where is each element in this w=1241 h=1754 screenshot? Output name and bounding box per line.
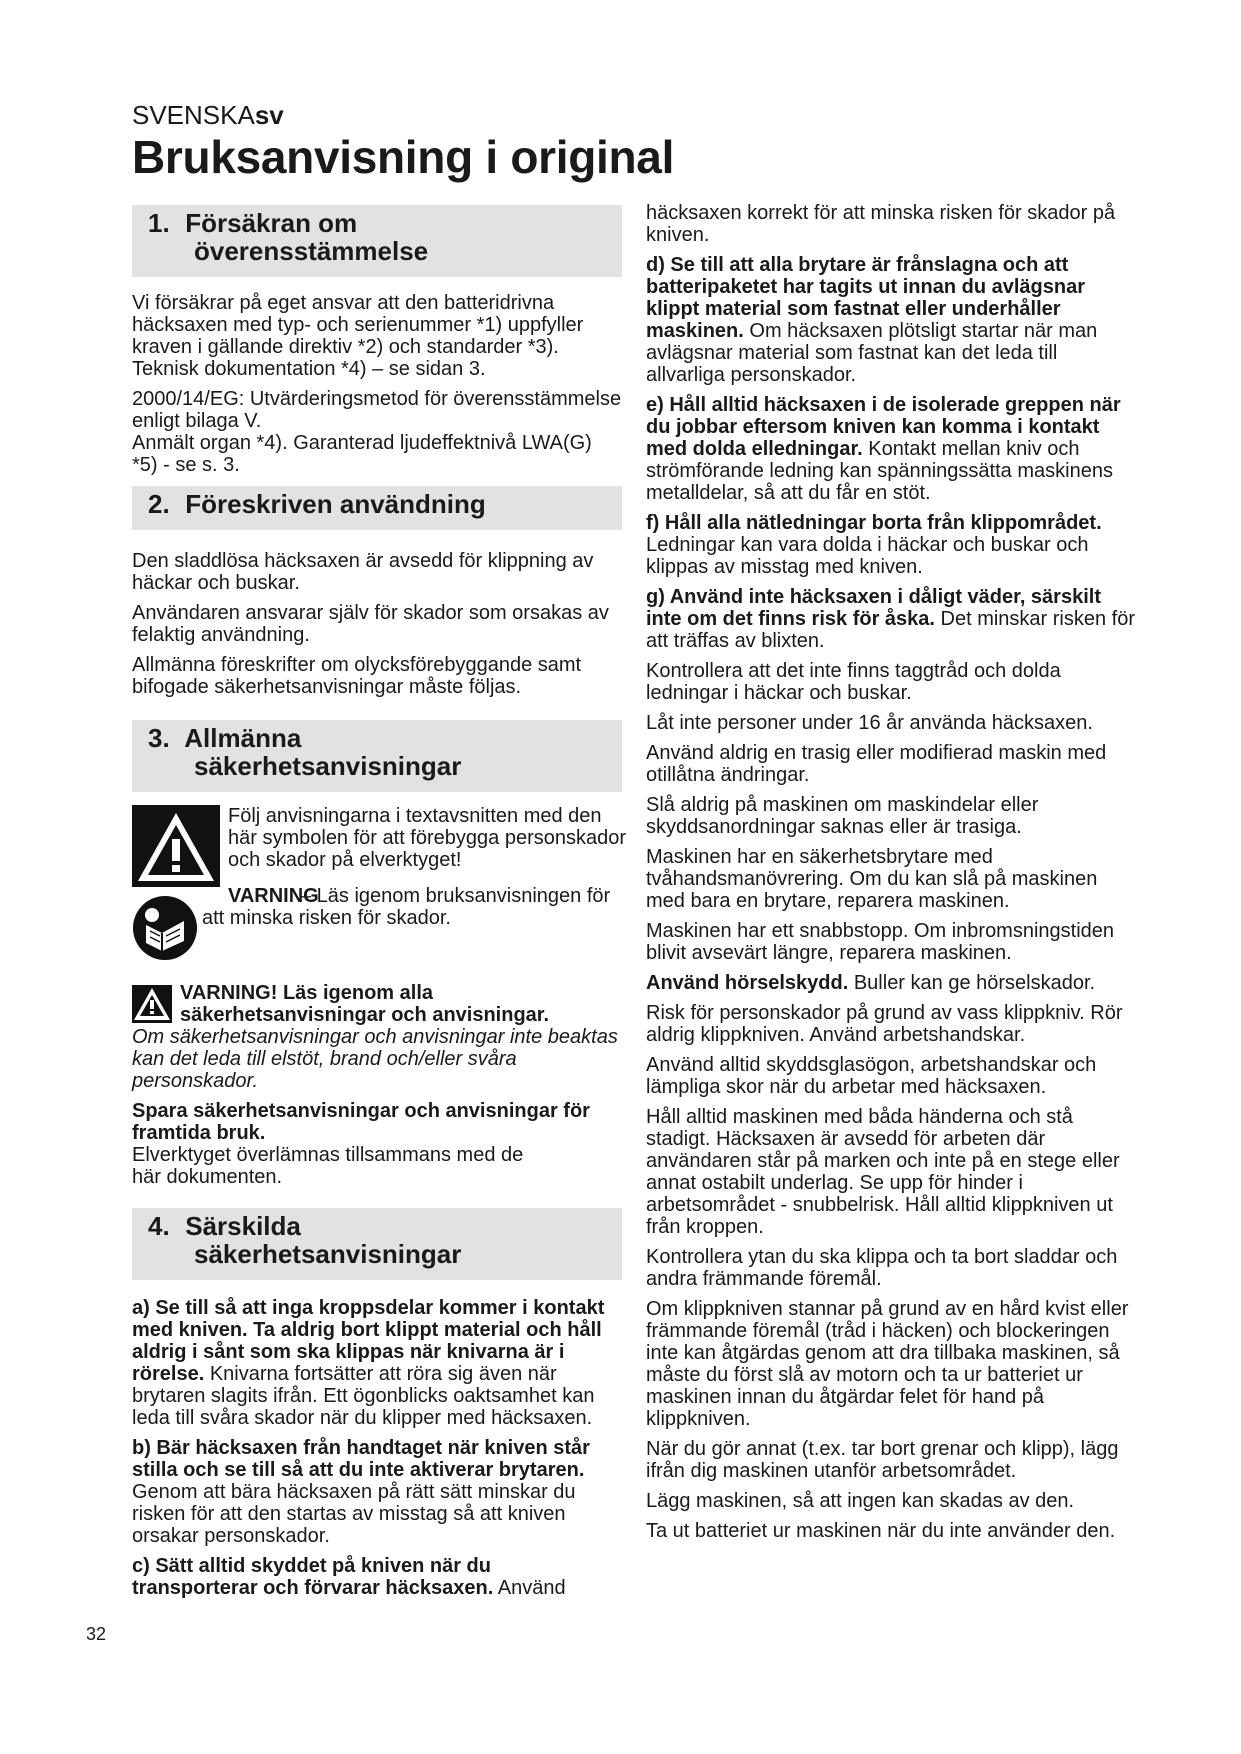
rule-c	[132, 1555, 622, 1599]
rule-a-text: Knivarna fortsätter att röra sig även när brytaren slagits ifrån. Ett ögonblicks oaktsamhet kan leda till svåra skador när du klipper med häcksaxen.	[132, 1363, 595, 1429]
warning-triangle-icon	[132, 805, 220, 887]
safety-paragraph: När du gör annat (t.ex. tar bort grenar och klipp), lägg ifrån dig maskinen utanför arbetsområdet.	[646, 1438, 1119, 1482]
read-manual-warning-label: VARNING	[228, 885, 319, 907]
warning-small-icon	[132, 985, 172, 1023]
hearing-protection	[646, 972, 1136, 994]
language-code: sv	[254, 100, 284, 130]
safety-paragraph: Använd aldrig en trasig eller modifierad maskin med otillåtna ändringar.	[646, 742, 1107, 786]
rule-b-text: Genom att bära häcksaxen på rätt sätt minskar du risken för att den startas av misstag så att kniven orsakar personskador.	[132, 1481, 576, 1547]
section-4-heading	[132, 1208, 622, 1280]
section-2-paragraph: Allmänna föreskrifter om olycksförebyggande samt bifogade säkerhetsanvisningar måste följas.	[132, 654, 582, 698]
section-1-heading	[132, 205, 622, 277]
section-1-title-line1: Försäkran om	[185, 208, 358, 238]
rule-e-text: Kontakt mellan kniv och strömförande ledning kan spänningssätta maskinens metalldelar, så att du får en stöt.	[646, 438, 1113, 504]
page-number: 32	[86, 1624, 107, 1644]
rule-c-bold: c) Sätt alltid skyddet på kniven när du transporterar och förvarar häcksaxen.	[132, 1555, 494, 1599]
rule-f-bold: f) Håll alla nätledningar borta från klippområdet.	[646, 512, 1102, 534]
safety-paragraph: Håll alltid maskinen med båda händerna och stå stadigt. Häcksaxen är avsedd för arbeten där användaren står på marken och inte på en stege eller annat ostabilt underlag. Se upp för hinder i arbetsområdet - snubbelrisk. Håll alltid klippkniven ut från kroppen.	[646, 1106, 1120, 1238]
section-3-number: 3.	[148, 723, 170, 753]
section-2-title: Föreskriven användning	[185, 489, 486, 519]
section-3-heading	[132, 720, 622, 792]
safety-paragraph: Slå aldrig på maskinen om maskindelar eller skyddsanordningar saknas eller är trasiga.	[646, 794, 1039, 838]
rule-g-text: Det minskar risken för att träffas av blixten.	[646, 608, 1136, 652]
rule-g	[646, 586, 1136, 652]
rule-d-text: Om häcksaxen plötsligt startar när man avlägsnar material som fastnat kan det leda till allvarliga personskador.	[646, 320, 1098, 386]
rule-f	[646, 512, 1136, 578]
read-manual-icon	[132, 895, 198, 961]
rule-e-bold: e) Håll alltid häcksaxen i de isolerade greppen när du jobbar eftersom kniven kan komma i kontakt med dolda elledningar.	[646, 394, 1121, 460]
rule-b-bold: b) Bär häcksaxen från handtaget när kniven står stilla och se till så att du inte aktiverar brytaren.	[132, 1437, 590, 1481]
section-4-body	[132, 1297, 622, 1607]
rule-d-bold: d) Se till att alla brytare är frånslagna och att batteripaketet har tagits ut innan du avlägsnar klippt material som fastnat eller underhåller maskinen.	[646, 254, 1085, 342]
section-3-title-line1: Allmänna	[184, 723, 302, 753]
read-manual-text: – Läs igenom bruksanvisningen för att minska risken för skador.	[202, 885, 611, 929]
right-column	[646, 202, 1136, 1550]
rule-f-text: Ledningar kan vara dolda i häckar och buskar och klippas av misstag med kniven.	[646, 534, 1089, 578]
language-name: SVENSKA	[132, 100, 255, 130]
section-2-paragraph: Den sladdlösa häcksaxen är avsedd för klippning av häckar och buskar.	[132, 550, 594, 594]
section-4-title-line2: säkerhetsanvisningar	[194, 1239, 462, 1269]
rule-c-text: Använd	[493, 1577, 566, 1599]
general-warning-italic: Om säkerhetsanvisningar och anvisningar inte beaktas kan det leda till elstöt, brand och/eller svåra personskador.	[132, 1026, 618, 1092]
safety-paragraph: Använd alltid skyddsglasögon, arbetshandskar och lämpliga skor när du arbetar med häcksaxen.	[646, 1054, 1097, 1098]
save-instructions-text: Elverktyget överlämnas tillsammans med de här dokumenten.	[132, 1144, 524, 1188]
hearing-protection-text: Buller kan ge hörselskador.	[848, 972, 1096, 994]
rule-d	[646, 254, 1136, 386]
section-1-body	[132, 292, 622, 484]
section-1-paragraph: 2000/14/EG: Utvärderingsmetod för överensstämmelse enligt bilaga V.	[132, 388, 622, 432]
hearing-protection-bold: Använd hörselskydd.	[646, 972, 849, 994]
language-label	[132, 100, 284, 131]
section-3-title-line2: säkerhetsanvisningar	[194, 751, 462, 781]
general-warning-block	[132, 982, 622, 1196]
general-warning-title	[132, 982, 622, 1026]
section-1-paragraph: Vi försäkrar på eget ansvar att den batteridrivna häcksaxen med typ- och serienummer *1) uppfyller kraven i gällande direktiv *2) och standarder *3). Teknisk dokumentation *4) – se sidan 3.	[132, 292, 584, 380]
safety-paragraph: Ta ut batteriet ur maskinen när du inte använder den.	[646, 1520, 1116, 1542]
section-2-number: 2.	[148, 489, 170, 519]
safety-paragraph: Kontrollera att det inte finns taggtråd och dolda ledningar i häckar och buskar.	[646, 660, 1061, 704]
section-2-body	[132, 550, 622, 706]
section-1-paragraph: Anmält organ *4). Garanterad ljudeffektnivå LWA(G) *5) - se s. 3.	[132, 432, 592, 476]
safety-paragraph: Maskinen har en säkerhetsbrytare med tvåhandsmanövrering. Om du kan slå på maskinen med bara en brytare, reparera maskinen.	[646, 846, 1098, 912]
rule-a-bold: a) Se till så att inga kroppsdelar kommer i kontakt med kniven. Ta aldrig bort klippt material och håll aldrig i sånt som ska klippas när knivarna är i rörelse.	[132, 1297, 605, 1385]
save-instructions	[132, 1100, 622, 1144]
rule-g-bold: g) Använd inte häcksaxen i dåligt väder, särskilt inte om det finns risk för åska.	[646, 586, 1101, 630]
section-4-number: 4.	[148, 1211, 170, 1241]
rule-c-continued: häcksaxen korrekt för att minska risken för skador på kniven.	[646, 202, 1116, 246]
section-4-title-line1: Särskilda	[185, 1211, 301, 1241]
page-title: Bruksanvisning i original	[132, 131, 675, 183]
rule-b	[132, 1437, 622, 1547]
safety-paragraph: Om klippkniven stannar på grund av en hård kvist eller främmande föremål (tråd i häcken) och blockeringen inte kan åtgärdas genom att dra tillbaka maskinen, så måste du först slå av motorn och ta ur batteriet ur maskinen innan du åtgärdar felet för hand på klippkniven.	[646, 1298, 1129, 1430]
safety-paragraph: Kontrollera ytan du ska klippa och ta bort sladdar och andra främmande föremål.	[646, 1246, 1118, 1290]
section-2-paragraph: Användaren ansvarar själv för skador som orsakas av felaktig användning.	[132, 602, 609, 646]
section-1-number: 1.	[148, 208, 170, 238]
save-instructions-bold: Spara säkerhetsanvisningar och anvisningar för framtida bruk.	[132, 1100, 590, 1144]
rule-e	[646, 394, 1136, 504]
safety-paragraph: Maskinen har ett snabbstopp. Om inbromsningstiden blivit avsevärt längre, reparera maskinen.	[646, 920, 1115, 964]
rule-a	[132, 1297, 622, 1429]
safety-paragraph: Låt inte personer under 16 år använda häcksaxen.	[646, 712, 1093, 734]
section-1-title-line2: överensstämmelse	[194, 236, 429, 266]
safety-paragraph: Lägg maskinen, så att ingen kan skadas av den.	[646, 1490, 1075, 1512]
section-2-heading	[132, 486, 622, 530]
general-warning-bold: VARNING! Läs igenom alla säkerhetsanvisningar och anvisningar.	[180, 982, 550, 1026]
safety-paragraph: Risk för personskador på grund av vass klippkniv. Rör aldrig klippkniven. Använd arbetshandskar.	[646, 1002, 1123, 1046]
warning-symbol-text: Följ anvisningarna i textavsnitten med den här symbolen för att förebygga personskador och skador på elverktyget!	[228, 805, 626, 871]
